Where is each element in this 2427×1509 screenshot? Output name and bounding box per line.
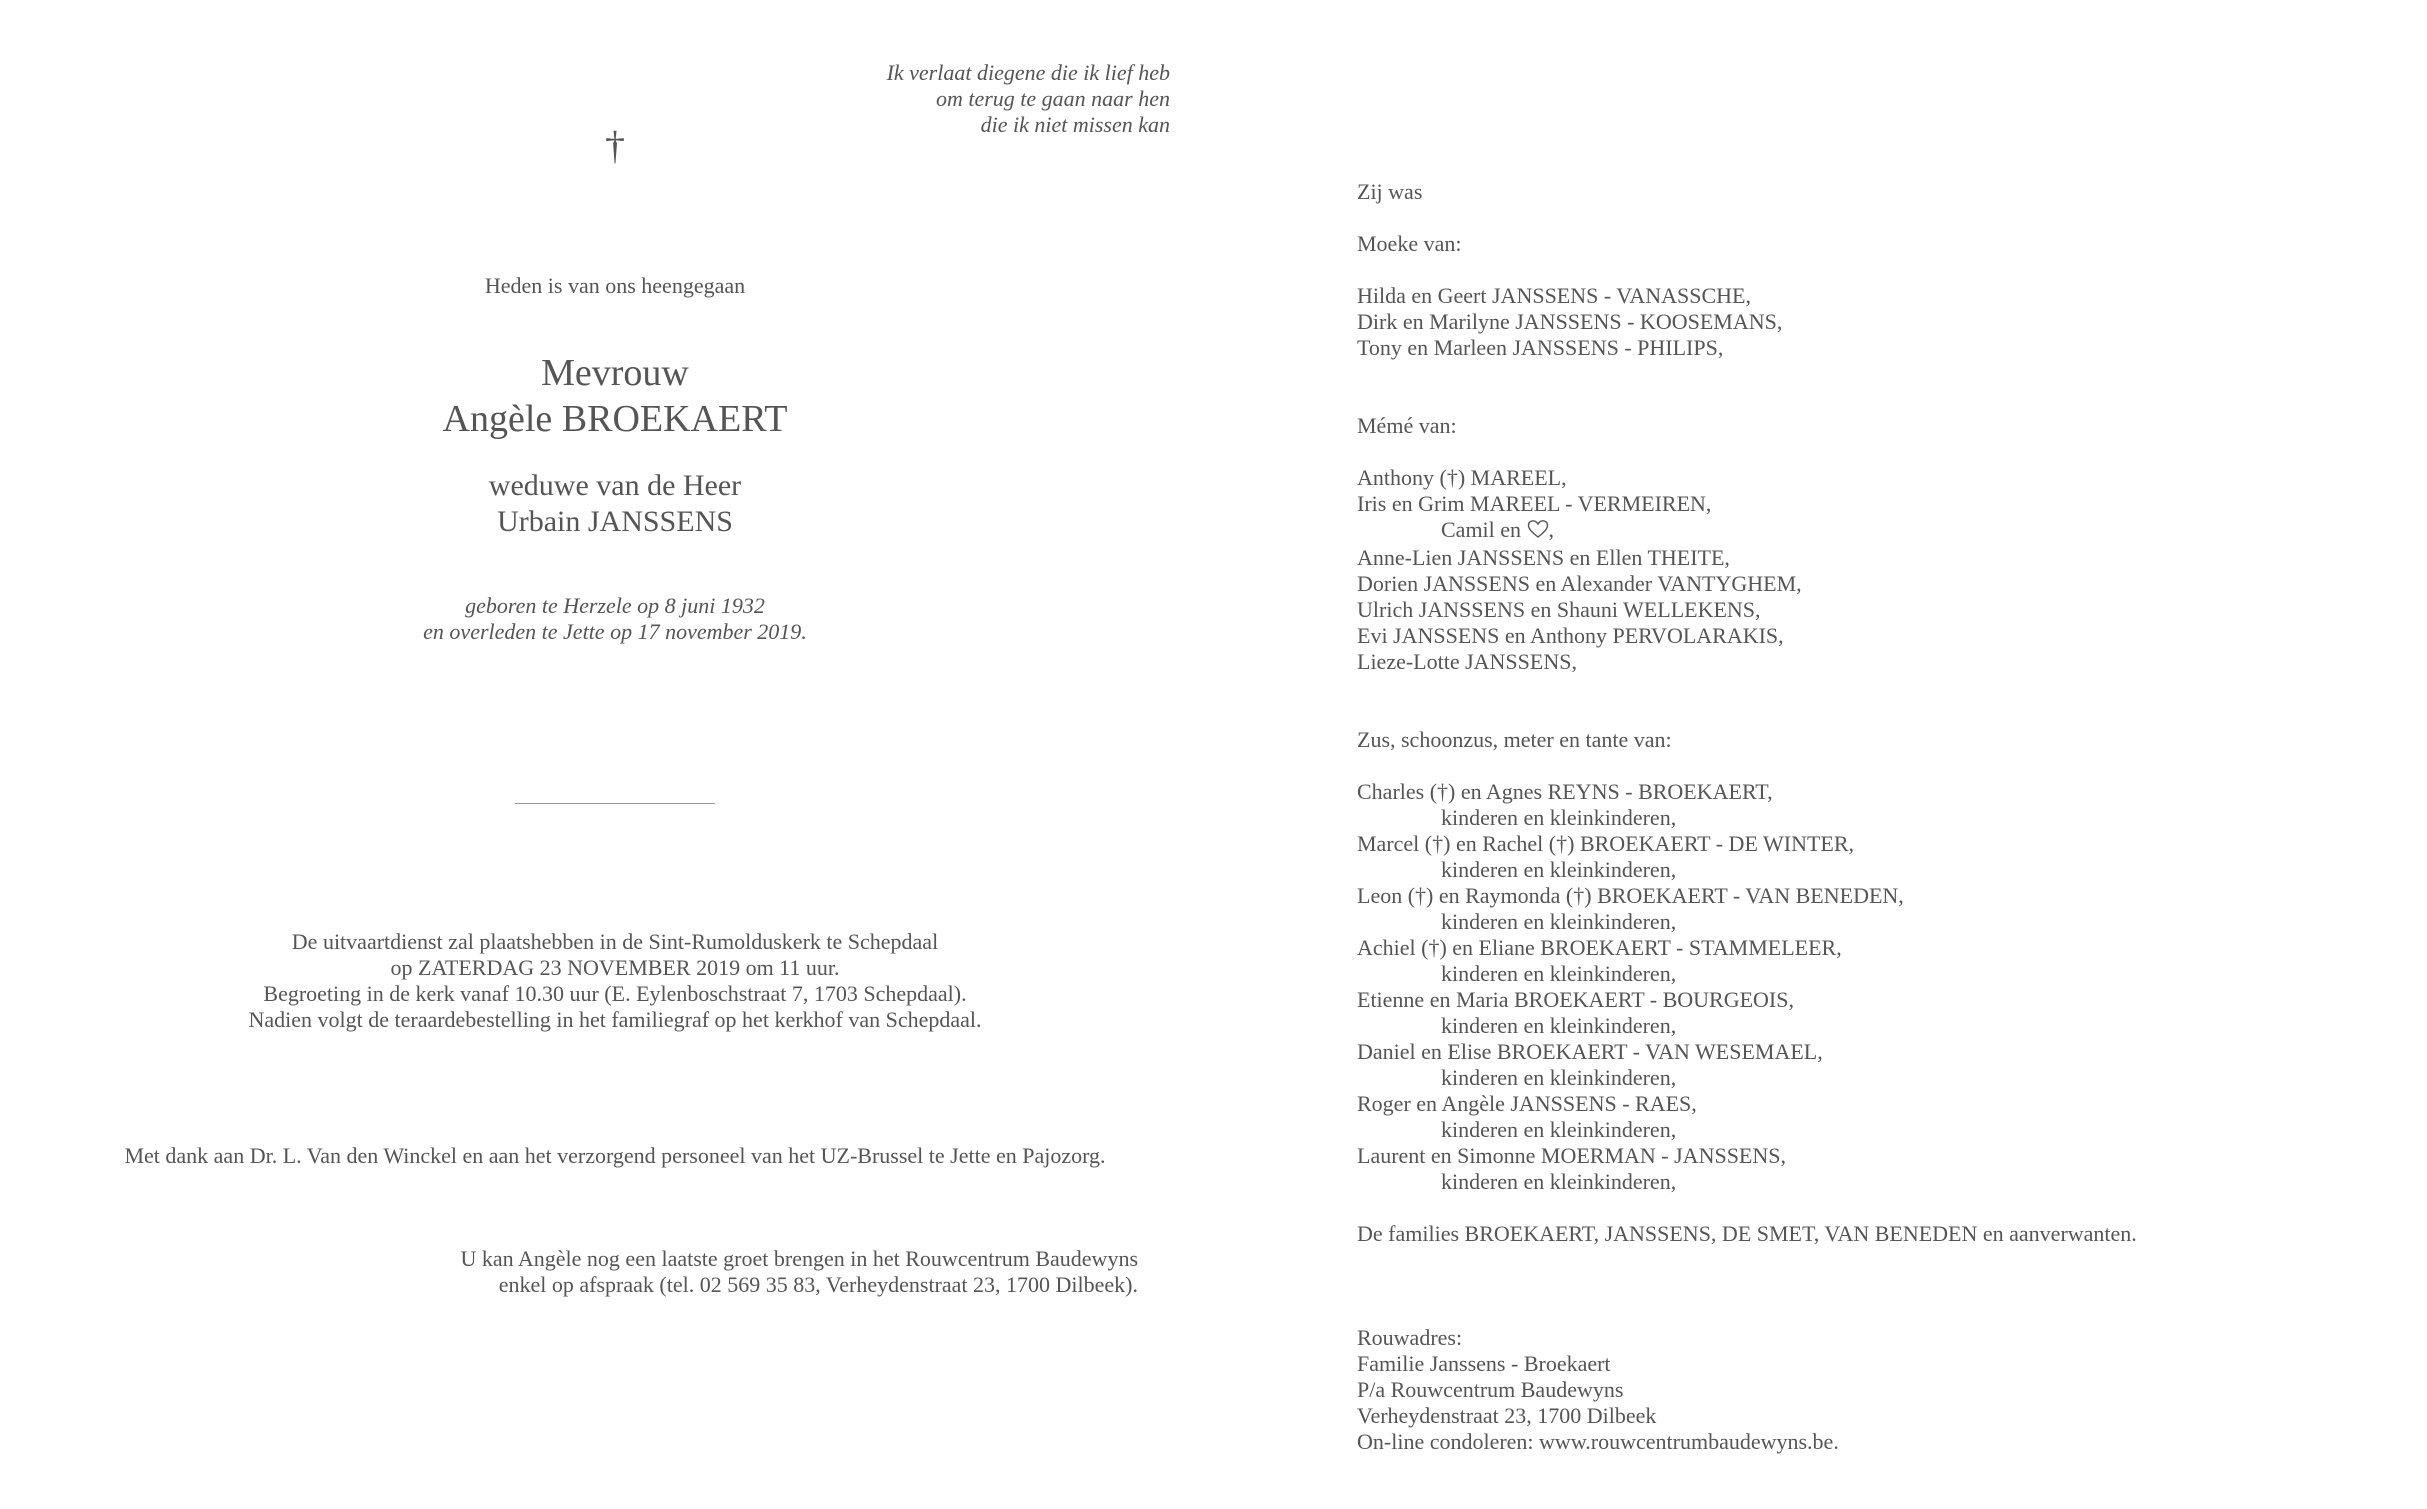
grandchild-entry: Ulrich JANSSENS en Shauni WELLEKENS,: [1357, 597, 1761, 622]
opening-quote: [760, 60, 1170, 138]
child-entry: Tony en Marleen JANSSENS - PHILIPS,: [1357, 335, 1724, 360]
address-line: Familie Janssens - Broekaert: [1357, 1351, 1611, 1376]
sibling-entry: Etienne en Maria BROEKAERT - BOURGEOIS,: [1357, 987, 1794, 1012]
grandchild-entry: Dorien JANSSENS en Alexander VANTYGHEM,: [1357, 571, 1802, 596]
sibling-descendants: kinderen en kleinkinderen,: [1441, 909, 1677, 934]
deceased-full-name: Angèle BROEKAERT: [442, 398, 788, 440]
grandmother-heading: Mémé van:: [1357, 413, 1457, 438]
widow-of: [310, 468, 920, 540]
sibling-entry: Marcel (†) en Rachel (†) BROEKAERT - DE WINTER,: [1357, 831, 1855, 856]
sibling-descendants: kinderen en kleinkinderen,: [1441, 1013, 1677, 1038]
deceased-salutation: Mevrouw: [541, 352, 689, 394]
child-entry: Hilda en Geert JANSSENS - VANASSCHE,: [1357, 283, 1751, 308]
family-list: [1357, 179, 2397, 1455]
spouse-name: Urbain JANSSENS: [497, 505, 733, 538]
cross-icon: †: [605, 123, 625, 168]
sibling-entry: Daniel en Elise BROEKAERT - VAN WESEMAEL,: [1357, 1039, 1823, 1064]
grandchild-entry: Iris en Grim MAREEL - VERMEIREN,: [1357, 491, 1712, 516]
quote-line: die ik niet missen kan: [980, 112, 1170, 137]
deceased-name: [310, 350, 920, 442]
sibling-descendants: kinderen en kleinkinderen,: [1441, 1117, 1677, 1142]
sibling-entry: Charles (†) en Agnes REYNS - BROEKAERT,: [1357, 779, 1773, 804]
mother-heading: Moeke van:: [1357, 231, 1462, 256]
quote-line: om terug te gaan naar hen: [935, 86, 1170, 111]
great-grandchild-name: Camil en: [1441, 517, 1522, 542]
funeral-line: Nadien volgt de teraardebestelling in het familiegraf op het kerkhof van Schepdaal.: [248, 1007, 982, 1032]
family-intro: Zij was: [1357, 179, 1423, 204]
sibling-entry: Laurent en Simonne MOERMAN - JANSSENS,: [1357, 1143, 1786, 1168]
great-grandchild-suffix: ,: [1548, 517, 1555, 542]
families-line: De families BROEKAERT, JANSSENS, DE SMET, VAN BENEDEN en aanverwanten.: [1357, 1221, 2137, 1246]
funeral-line: De uitvaartdienst zal plaatshebben in de Sint-Rumolduskerk te Schepdaal: [291, 929, 939, 954]
sibling-entry: Leon (†) en Raymonda (†) BROEKAERT - VAN BENEDEN,: [1357, 883, 1904, 908]
sibling-descendants: kinderen en kleinkinderen,: [1441, 1169, 1677, 1194]
life-dates: [310, 593, 920, 645]
grandchild-entry: Anthony (†) MAREEL,: [1357, 465, 1567, 490]
child-entry: Dirk en Marilyne JANSSENS - KOOSEMANS,: [1357, 309, 1783, 334]
address-line: Verheydenstraat 23, 1700 Dilbeek: [1357, 1403, 1657, 1428]
address-heading: Rouwadres:: [1357, 1325, 1463, 1350]
sibling-descendants: kinderen en kleinkinderen,: [1441, 805, 1677, 830]
grandchild-entry: Anne-Lien JANSSENS en Ellen THEITE,: [1357, 545, 1730, 570]
visitation-note: [300, 1246, 1138, 1298]
siblings-heading: Zus, schoonzus, meter en tante van:: [1357, 727, 1672, 752]
sibling-descendants: kinderen en kleinkinderen,: [1441, 1065, 1677, 1090]
divider-line: [515, 803, 715, 804]
funeral-line: Begroeting in de kerk vanaf 10.30 uur (E. Eylenboschstraat 7, 1703 Schepdaal).: [263, 981, 967, 1006]
visitation-line: enkel op afspraak (tel. 02 569 35 83, Verheydenstraat 23, 1700 Dilbeek).: [498, 1272, 1138, 1297]
announcement-intro: Heden is van ons heengegaan: [484, 273, 746, 298]
widow-line: weduwe van de Heer: [488, 469, 742, 502]
sibling-entry: Roger en Angèle JANSSENS - RAES,: [1357, 1091, 1697, 1116]
thanks-note: Met dank aan Dr. L. Van den Winckel en aan het verzorgend personeel van het UZ-Brussel te Jette en Pajozorg.: [124, 1143, 1106, 1168]
address-line: P/a Rouwcentrum Baudewyns: [1357, 1377, 1624, 1402]
funeral-line: op ZATERDAG 23 NOVEMBER 2019 om 11 uur.: [390, 955, 840, 980]
condolence-line: On-line condoleren: www.rouwcentrumbaudewyns.be.: [1357, 1429, 1839, 1454]
death-line: en overleden te Jette op 17 november 2019.: [423, 619, 807, 644]
visitation-line: U kan Angèle nog een laatste groet brengen in het Rouwcentrum Baudewyns: [460, 1246, 1138, 1271]
funeral-details: [160, 929, 1070, 1033]
great-grandchild-entry: [1357, 517, 2397, 545]
grandchild-entry: Evi JANSSENS en Anthony PERVOLARAKIS,: [1357, 623, 1784, 648]
quote-line: Ik verlaat diegene die ik lief heb: [886, 60, 1170, 85]
grandchild-entry: Lieze-Lotte JANSSENS,: [1357, 649, 1577, 674]
sibling-descendants: kinderen en kleinkinderen,: [1441, 961, 1677, 986]
birth-line: geboren te Herzele op 8 juni 1932: [465, 593, 765, 618]
sibling-descendants: kinderen en kleinkinderen,: [1441, 857, 1677, 882]
heart-icon: [1527, 519, 1549, 545]
sibling-entry: Achiel (†) en Eliane BROEKAERT - STAMMELEER,: [1357, 935, 1842, 960]
